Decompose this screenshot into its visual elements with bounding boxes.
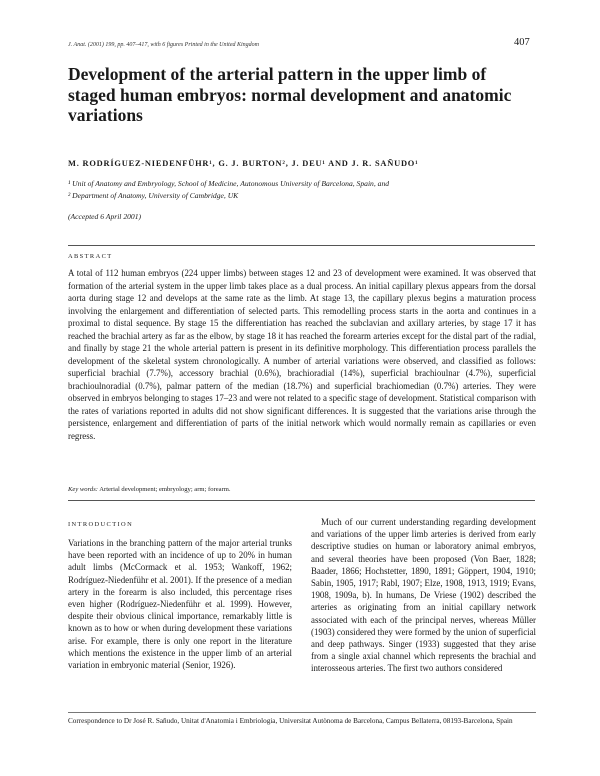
author-list: M. RODRÍGUEZ-NIEDENFÜHR¹, G. J. BURTON², J. DEU¹ AND J. R. SAÑUDO¹ [68,159,419,168]
correspondence-footnote: Correspondence to Dr José R. Sañudo, Unitat d'Anatomia i Embriologia, Universitat Autònoma de Barcelona, Campus Bellaterra, 08193-Barcelona, Spain [68,717,513,725]
abstract-top-rule [68,245,535,246]
article-title: Development of the arterial pattern in the upper limb of staged human embryos: normal development and anatomic variations [68,64,512,125]
right-column-text: Much of our current understanding regarding development and variations of the upper limb arteries is derived from early descriptive studies on human or laboratory animal embryos, and several theories have been proposed (Von Baer, 1828; Baader, 1866; Hochstetter, 1890, 1891; Göppert, 1904, 1910; Sabin, 1905, 1917; Rabl, 1907; Elze, 1908, 1913, 1919; Evans, 1908, 1909a, b). In humans, De Vriese (1902) described the arteries as originating from an initial capillary network associated with each of the principal nerves, whereas Müller (1903) considered they were formed by the union of superficial and deep pathways. Singer (1933) suggested that they arise from a single axial channel which represents the brachial and interosseous arteries. The first two authors considered [311,517,537,674]
abstract-body: A total of 112 human embryos (224 upper limbs) between stages 12 and 23 of development were examined. It was observed that formation of the arterial system in the upper limb takes place as a dual process. An initial capillary plexus appears from the dorsal aorta during stage 12 and develops at the same rate as the limb. At stage 13, the capillary plexus begins a maturation process involving the enlargement and differentiation of selected parts. This remodelling process starts in the aorta and continues in a proximal to distal sequence. By stage 15 the differentiation has reached the subclavian and axillary arteries, by stage 17 it has reached the brachial artery as far as the elbow, by stage 18 it has reached the forearm arteries except for the distal part of the radial, and finally by stage 21 the whole arterial pattern is present in its definitive morphology. This differentiation process parallels the development of the skeletal system chronologically. A number of arterial variations were observed, and classified as follows: superficial brachial (7.7%), accessory brachial (0.6%), brachioradial (14%), superficial brachioulnar (4.7%), superficial brachioulnoradial (0.7%), palmar pattern of the median (18.7%) and superficial brachiomedian (0.7%) arteries. They were observed in embryos belonging to stages 17–23 and were not related to a specific stage of development. Statistical comparison with the rates of variations reported in adults did not show significant differences. It is suggested that the variations arise through the persistence, enlargement and differentiation of parts of the initial network which would normally remain as capillaries or even regress. [68,268,536,441]
introduction-right-column [311,516,536,675]
introduction-heading: INTRODUCTION [68,521,134,528]
page-number: 407 [514,37,530,48]
affiliation-1: ¹ Unit of Anatomy and Embryology, School of Medicine, Autonomous University of Barcelona, Spain, and [68,179,390,188]
accepted-date: (Accepted 6 April 2001) [68,212,142,221]
keywords-list: Arterial development; embryology; arm; forearm. [97,486,231,493]
keywords-label: Key words: [68,486,98,493]
footnote-rule [68,712,536,713]
affiliation-2: ² Department of Anatomy, University of Cambridge, UK [68,191,239,200]
introduction-left-column: Variations in the branching pattern of the major arterial trunks have been reported with an incidence of up to 20% in human adult limbs (McCormack et al. 1953; Wankoff, 1962; Rodríguez-Niedenführ et al. 2001). If the presence of a median artery in the forearm is also included, this percentage rises even higher (Rodríguez-Niedenführ et al. 1999). However, despite their obvious clinical importance, remarkably little is known as to how or when during development these variations arise. For example, there is only one report in the literature which mentions the existence in the upper limb of an arterial variation in embryonic material (Senior, 1926). [68,538,292,671]
journal-citation: J. Anat. (2001) 199, pp. 407–417, with 6 figures Printed in the United Kingdom [68,42,259,48]
abstract-bottom-rule [68,500,535,501]
abstract-heading: ABSTRACT [68,253,113,260]
keywords [68,486,231,493]
